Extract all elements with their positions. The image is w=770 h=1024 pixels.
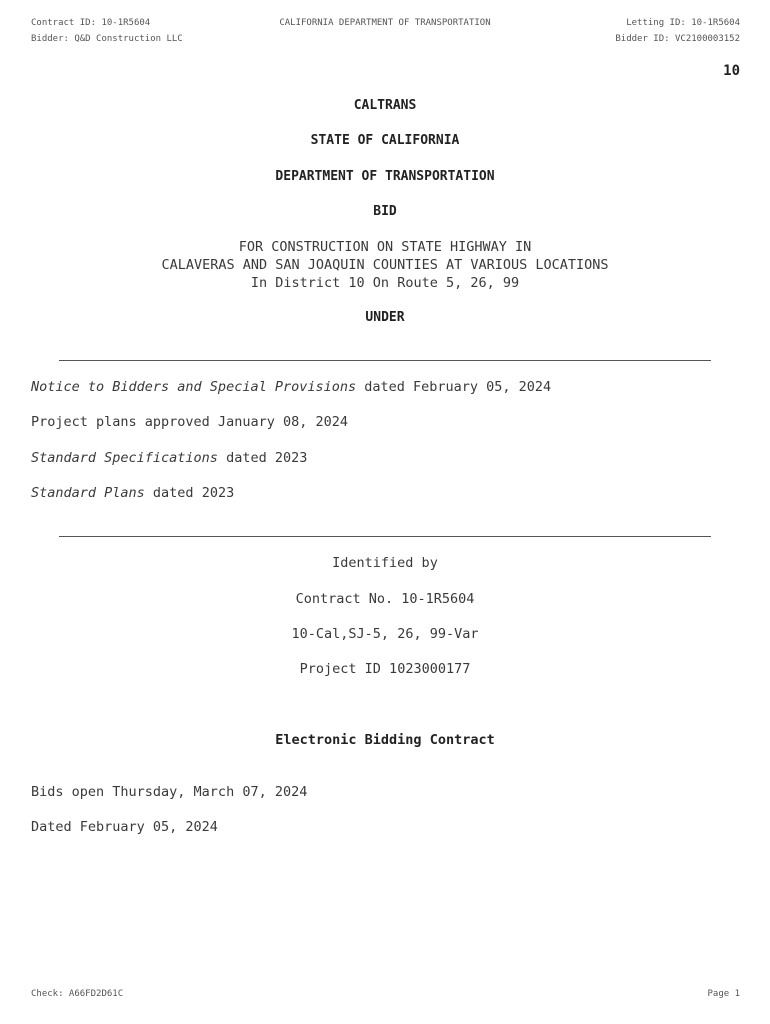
header-department: CALIFORNIA DEPARTMENT OF TRANSPORTATION [279, 18, 491, 28]
std-plans-date: dated 2023 [144, 485, 235, 501]
department-title: DEPARTMENT OF TRANSPORTATION [275, 169, 495, 184]
construction-line-2: CALAVERAS AND SAN JOAQUIN COUNTIES AT VARIOUS LOCATIONS [161, 257, 609, 273]
project-id: Project ID 1023000177 [299, 661, 471, 677]
notice-to-bidders [31, 379, 551, 395]
doc-type-title: BID [373, 204, 397, 219]
identified-by: Identified by [332, 555, 438, 571]
standard-plans [31, 485, 234, 501]
notice-italic: Notice to Bidders and Special Provisions [31, 379, 357, 395]
bidding-type: Electronic Bidding Contract [275, 732, 495, 748]
divider-bottom [59, 536, 711, 537]
std-plans-italic: Standard Plans [31, 485, 145, 501]
agency-title: CALTRANS [353, 98, 417, 113]
project-plans: Project plans approved January 08, 2024 [31, 414, 348, 430]
notice-date: dated February 05, 2024 [356, 379, 552, 395]
footer-page: Page 1 [707, 989, 740, 999]
bids-open-date: Bids open Thursday, March 07, 2024 [31, 784, 308, 800]
page-number: 10 [723, 63, 740, 79]
construction-line-3: In District 10 On Route 5, 26, 99 [250, 275, 520, 291]
dated-line: Dated February 05, 2024 [31, 819, 218, 835]
footer-check: Check: A66FD2D61C [31, 989, 124, 999]
under-heading: UNDER [365, 310, 405, 325]
state-title: STATE OF CALIFORNIA [310, 133, 460, 148]
specs-date: dated 2023 [217, 450, 308, 466]
header-contract-id: Contract ID: 10-1R5604 [31, 18, 151, 28]
location-code: 10-Cal,SJ-5, 26, 99-Var [291, 626, 479, 642]
specs-italic: Standard Specifications [31, 450, 218, 466]
header-letting-id: Letting ID: 10-1R5604 [626, 18, 740, 28]
contract-number: Contract No. 10-1R5604 [295, 591, 475, 607]
divider-top [59, 360, 711, 361]
header-bidder: Bidder: Q&D Construction LLC [31, 34, 183, 44]
header-bidder-id: Bidder ID: VC2100003152 [615, 34, 740, 44]
construction-line-1: FOR CONSTRUCTION ON STATE HIGHWAY IN [238, 239, 532, 255]
standard-specifications [31, 450, 307, 466]
